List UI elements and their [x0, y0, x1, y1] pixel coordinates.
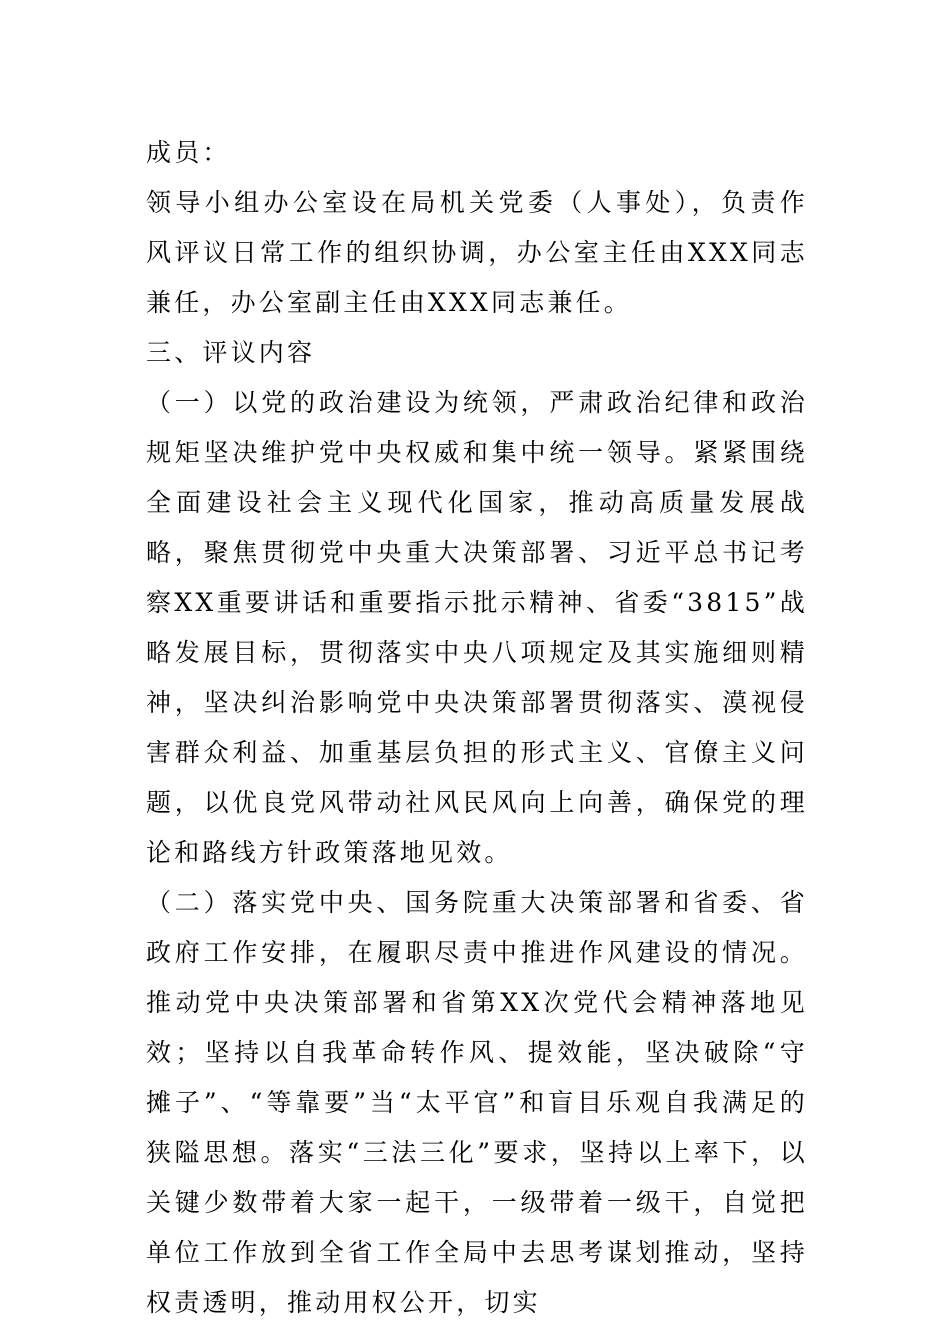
paragraph-office-setup: 领导小组办公室设在局机关党委（人事处），负责作风评议日常工作的组织协调，办公室主任由XXX同志兼任，办公室副主任由XXX同志兼任。	[146, 188, 808, 317]
paragraph-item-two: （二）落实党中央、国务院重大决策部署和省委、省政府工作安排，在履职尽责中推进作风建设的情况。推动党中央决策部署和省第XX次党代会精神落地见效；坚持以自我革命转作风、提效能，坚决破除“守摊子”、“等靠要”当“太平官”和盲目乐观自我满足的狭隘思想。落实“三法三化”要求，坚持以上率下，以关键少数带着大家一起干，一级带着一级干，自觉把单位工作放到全省工作全局中去思考谋划推动，坚持权责透明，推动用权公开，切实	[146, 888, 808, 1317]
document-body	[146, 128, 808, 1328]
section-heading-review-content: 三、评议内容	[146, 338, 316, 367]
paragraph-members-label: 成员：	[146, 138, 231, 167]
paragraph-item-one: （一）以党的政治建设为统领，严肃政治纪律和政治规矩坚决维护党中央权威和集中统一领导。紧紧围绕全面建设社会主义现代化国家，推动高质量发展战略，聚焦贯彻党中央重大决策部署、习近平总书记考察XX重要讲话和重要指示批示精神、省委“3815”战略发展目标，贯彻落实中央八项规定及其实施细则精神，坚决纠治影响党中央决策部署贯彻落实、漠视侵害群众利益、加重基层负担的形式主义、官僚主义问题，以优良党风带动社风民风向上向善，确保党的理论和路线方针政策落地见效。	[146, 388, 808, 867]
